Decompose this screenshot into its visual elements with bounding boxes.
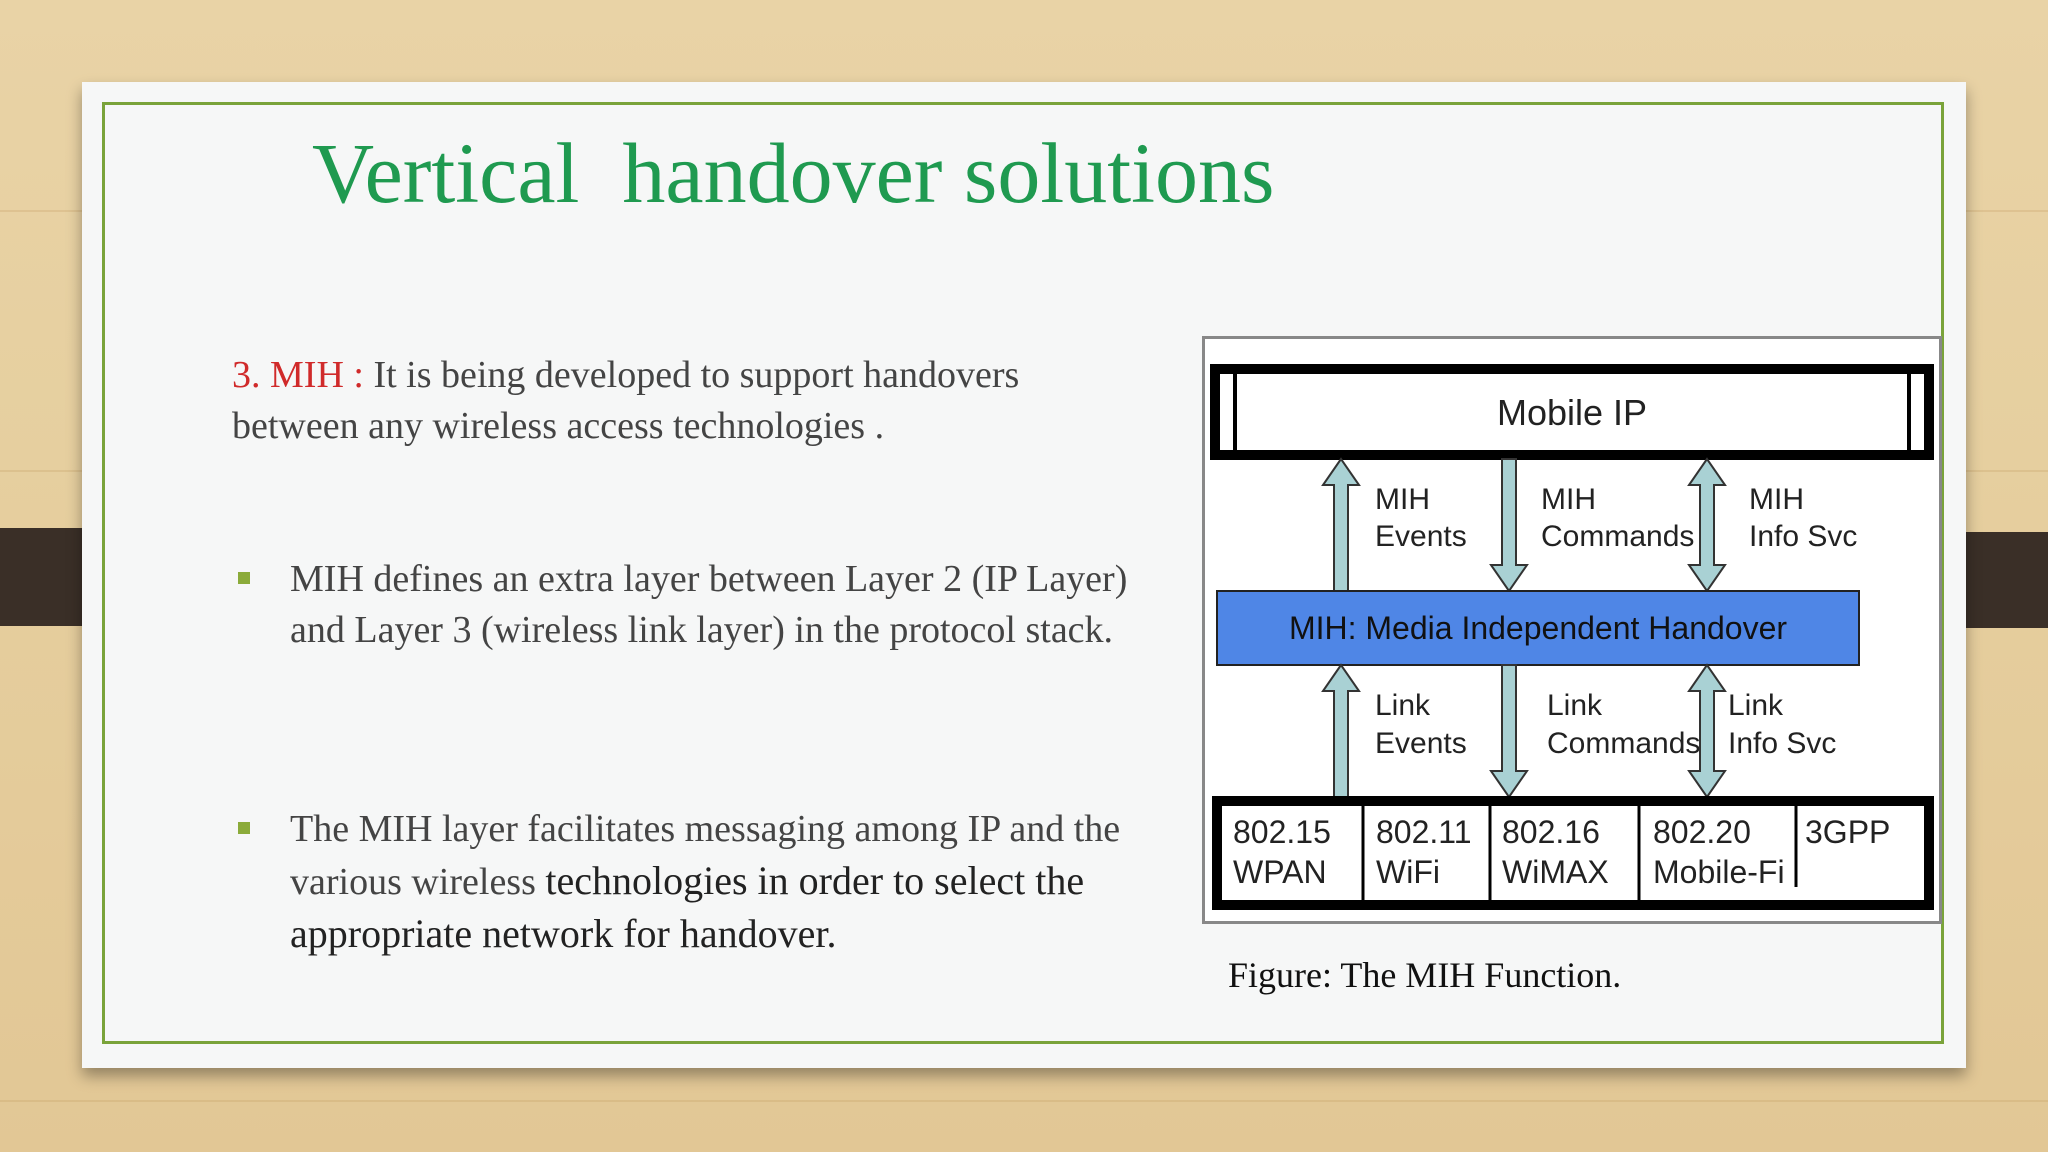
intro-text: It is being developed to support handovers between any wireless access technologies . (232, 354, 1020, 447)
lower-arrow-label: Info Svc (1728, 727, 1837, 760)
technology-label: 802.20 (1653, 814, 1751, 850)
technology-label: 802.16 (1502, 814, 1600, 850)
slide (82, 82, 1966, 1068)
technology-label: WPAN (1233, 854, 1327, 890)
arrow-down-icon (1491, 459, 1527, 591)
lower-arrow-label: Commands (1547, 727, 1701, 760)
lower-arrow-label: Events (1375, 727, 1467, 760)
technology-label: 802.11 (1376, 814, 1472, 850)
technology-label: Mobile-Fi (1653, 854, 1785, 890)
upper-arrow-label: Commands (1541, 520, 1695, 553)
arrow-up-icon (1323, 665, 1359, 797)
technology-label: WiMAX (1502, 854, 1609, 890)
intro-lead: 3. MIH : (232, 354, 374, 396)
bullet-square-icon (238, 572, 250, 584)
bullet-text: MIH defines an extra layer between Layer 2 (IP Layer) and Layer 3 (wireless link layer) in the protocol stack. (290, 558, 1128, 651)
slide-title: Vertical handover solutions (312, 125, 1275, 221)
lower-arrow-label: Link (1728, 689, 1784, 722)
technology-label: 802.15 (1233, 814, 1331, 850)
arrow-down-icon (1491, 665, 1527, 797)
upper-arrow-label: MIH (1375, 483, 1430, 516)
upper-arrow-label: Info Svc (1749, 520, 1858, 553)
lower-arrow-label: Link (1547, 689, 1603, 722)
mobile-ip-label: Mobile IP (1496, 392, 1648, 433)
bullet-item (290, 554, 1170, 656)
mih-diagram-svg (1205, 339, 1939, 921)
bullet-text-emphasis: technologies in order to select the appropriate network for handover. (290, 858, 1085, 956)
lower-arrow-label: Link (1375, 689, 1431, 722)
upper-arrow-label: MIH (1749, 483, 1804, 516)
mih-diagram (1202, 336, 1942, 924)
technology-label: WiFi (1376, 854, 1440, 890)
figure-caption: Figure: The MIH Function. (1228, 955, 1622, 995)
arrow-up-icon (1323, 459, 1359, 591)
arrow-updown-icon (1689, 459, 1725, 591)
bullet-text: The MIH layer facilitates messaging among IP and the various wireless (290, 808, 1121, 903)
upper-arrow-label: MIH (1541, 483, 1596, 516)
mih-layer-label: MIH: Media Independent Handover (1288, 610, 1788, 646)
technology-label: 3GPP (1805, 814, 1891, 850)
upper-arrow-label: Events (1375, 520, 1467, 553)
bullet-item (290, 804, 1170, 961)
bullet-square-icon (238, 822, 250, 834)
intro-paragraph (232, 350, 1152, 452)
